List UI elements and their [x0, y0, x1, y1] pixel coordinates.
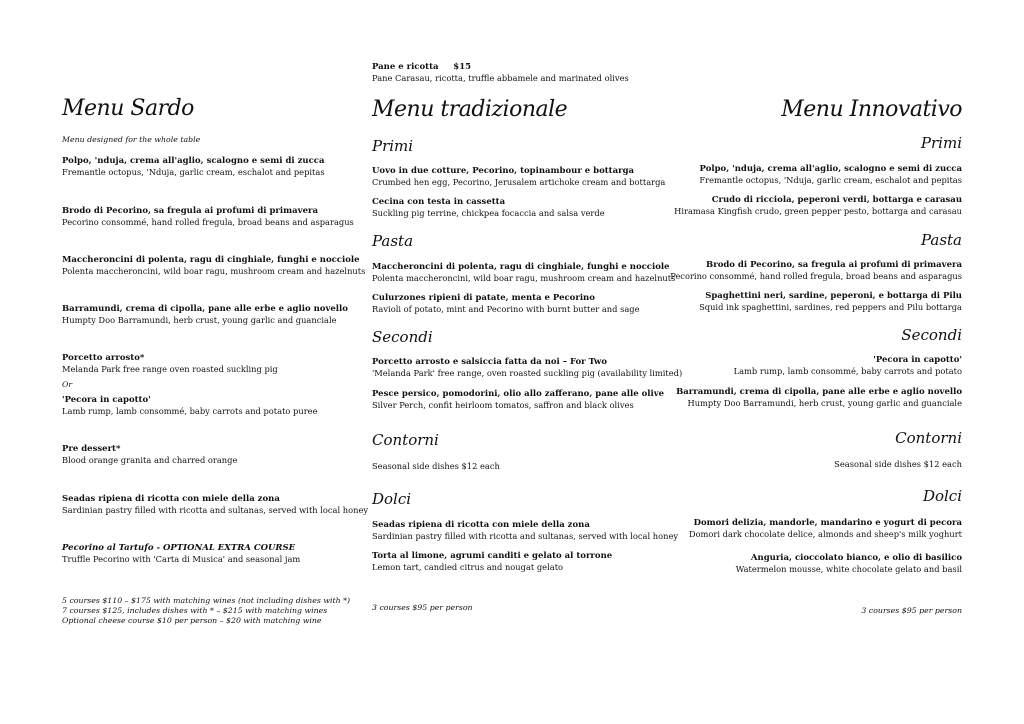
dish-name: Pesce persico, pomodorini, olio allo zafferano, pane alle olive — [372, 389, 665, 399]
section-pasta: Pasta — [920, 231, 962, 249]
menu-item — [699, 164, 962, 186]
dish-name: Anguria, cioccolato bianco, e olio di basilico — [750, 553, 962, 563]
dish-description: Domori dark chocolate delice, almonds and sheep's milk yoghurt — [688, 529, 962, 539]
menu-item — [699, 291, 962, 313]
dish-description: Lamb rump, lamb consommé, baby carrots and potato — [733, 366, 962, 376]
menu-item — [736, 553, 962, 575]
dish-name: Brodo di Pecorino, sa fregula ai profumi di primavera — [706, 260, 962, 270]
menu-item — [372, 197, 605, 219]
section-dolci: Dolci — [922, 487, 962, 505]
contorni-text: Seasonal side dishes $12 each — [834, 459, 962, 469]
price-note: 3 courses $95 per person — [861, 606, 962, 615]
menu-item — [372, 293, 640, 315]
section-contorni: Contorni — [895, 429, 962, 447]
dish-description: Polenta maccheroncini, wild boar ragu, mushroom cream and hazelnuts — [372, 273, 676, 283]
section-dolci: Dolci — [372, 490, 412, 508]
footnote: 5 courses $110 – $175 with matching wines (not including dishes with *) — [62, 596, 351, 605]
menu-item — [734, 355, 962, 377]
menu-item — [62, 494, 368, 516]
price-note: 3 courses $95 per person — [372, 603, 473, 612]
dish-description: Pane Carasau, ricotta, truffle abbamele and marinated olives — [372, 73, 629, 83]
section-primi: Primi — [920, 134, 962, 152]
dish-name: Domori delizia, mandorle, mandarino e yogurt di pecora — [693, 518, 962, 528]
menu-item — [372, 520, 678, 542]
dish-description: Squid ink spaghettini, sardines, red peppers and Pilu bottarga — [699, 302, 962, 312]
dish-name: Barramundi, crema di cipolla, pane alle erbe e aglio novello — [676, 387, 962, 397]
menu-item — [372, 389, 664, 411]
contorni-text: Seasonal side dishes $12 each — [372, 461, 500, 471]
dish-description: Lamb rump, lamb consommé, baby carrots and potato puree — [62, 406, 318, 416]
menu-sardo-title: Menu Sardo — [62, 96, 194, 121]
menu-item — [62, 156, 325, 178]
menu-item — [676, 387, 962, 409]
dish-description: Sardinian pastry filled with ricotta and sultanas, served with local honey — [62, 505, 369, 515]
dish-name: Maccheroncini di polenta, ragu di cinghiale, funghi e nocciole — [372, 262, 670, 272]
dish-description: Pecorino consommé, hand rolled fregula, broad beans and asparagus — [670, 271, 962, 281]
dish-description: Silver Perch, confit heirloom tomatos, saffron and black olives — [372, 400, 634, 410]
dish-name: Pecorino al Tartufo - OPTIONAL EXTRA COURSE — [62, 543, 296, 553]
dish-description: Watermelon mousse, white chocolate gelato and basil — [735, 564, 962, 574]
dish-name: Crudo di ricciola, peperoni verdi, bottarga e carasau — [711, 195, 962, 205]
menu-item — [62, 255, 365, 277]
bread-item — [372, 62, 629, 84]
dish-description: Lemon tart, candied citrus and nougat gelato — [372, 562, 564, 572]
menu-item — [372, 357, 682, 379]
dish-name: 'Pecora in capotto' — [873, 355, 962, 365]
menu-tradizionale-title: Menu tradizionale — [372, 97, 568, 122]
dish-name: Seadas ripiena di ricotta con miele della zona — [62, 494, 280, 504]
dish-description: Pecorino consommé, hand rolled fregula, broad beans and asparagus — [62, 217, 354, 227]
dish-name: Pane e ricotta $15 — [372, 62, 472, 72]
dish-description: Blood orange granita and charred orange — [62, 455, 238, 465]
menu-item — [674, 195, 962, 217]
dish-name: Culurzones ripieni di patate, menta e Pecorino — [372, 293, 595, 303]
dish-name: Porcetto arrosto* — [62, 353, 145, 363]
menu-item — [62, 304, 348, 326]
dish-description: Sardinian pastry filled with ricotta and sultanas, served with local honey — [372, 531, 679, 541]
dish-name: Brodo di Pecorino, sa fregula ai profumi di primavera — [62, 206, 318, 216]
dish-description: Polenta maccheroncini, wild boar ragu, mushroom cream and hazelnuts — [62, 266, 366, 276]
menu-item — [689, 518, 962, 540]
dish-name: Uovo in due cotture, Pecorino, topinambour e bottarga — [372, 166, 635, 176]
dish-name: 'Pecora in capotto' — [62, 395, 151, 405]
dish-description: Truffle Pecorino with 'Carta di Musica' and seasonal jam — [62, 554, 301, 564]
section-pasta: Pasta — [372, 232, 414, 250]
menu-item — [62, 206, 354, 228]
menu-sardo-subtitle: Menu designed for the whole table — [62, 135, 201, 144]
menu-item — [62, 395, 318, 417]
dish-description: Hiramasa Kingfish crudo, green pepper pesto, bottarga and carasau — [674, 206, 962, 216]
or-separator: Or — [62, 380, 73, 389]
dish-name: Cecina con testa in cassetta — [372, 197, 506, 207]
dish-name: Maccheroncini di polenta, ragu di cinghiale, funghi e nocciole — [62, 255, 360, 265]
footnote: Optional cheese course $10 per person – $20 with matching wine — [62, 616, 322, 625]
dish-name: Seadas ripiena di ricotta con miele della zona — [372, 520, 590, 530]
dish-description: Fremantle octopus, 'Nduja, garlic cream, eschalot and pepitas — [62, 167, 325, 177]
dish-description: Fremantle octopus, 'Nduja, garlic cream, eschalot and pepitas — [699, 175, 962, 185]
menu-innovativo-title: Menu Innovativo — [781, 97, 962, 122]
menu-item — [670, 260, 962, 282]
dish-name: Porcetto arrosto e salsiccia fatta da noi – For Two — [372, 357, 607, 367]
dish-description: Humpty Doo Barramundi, herb crust, young garlic and guanciale — [687, 398, 962, 408]
section-contorni: Contorni — [372, 431, 439, 449]
menu-item — [62, 353, 278, 375]
menu-item — [372, 551, 612, 573]
dish-description: Suckling pig terrine, chickpea focaccia and salsa verde — [372, 208, 605, 218]
dish-description: Crumbed hen egg, Pecorino, Jerusalem artichoke cream and bottarga — [372, 177, 666, 187]
dish-name: Spaghettini neri, sardine, peperoni, e bottarga di Pilu — [705, 291, 962, 301]
dish-description: Melanda Park free range oven roasted suckling pig — [62, 364, 278, 374]
dish-name: Pre dessert* — [62, 444, 121, 454]
menu-item — [372, 262, 675, 284]
menu-item — [372, 166, 665, 188]
pricing-footnotes — [62, 596, 350, 626]
menu-item — [62, 444, 237, 466]
menu-item-optional — [62, 543, 300, 565]
section-secondi: Secondi — [372, 328, 433, 346]
dish-name: Torta al limone, agrumi canditi e gelato al torrone — [372, 551, 613, 561]
dish-description: Humpty Doo Barramundi, herb crust, young garlic and guanciale — [62, 315, 337, 325]
dish-name: Barramundi, crema di cipolla, pane alle erbe e aglio novello — [62, 304, 348, 314]
footnote: 7 courses $125, includes dishes with * – $215 with matching wines — [62, 606, 328, 615]
dish-description: Ravioli of potato, mint and Pecorino with burnt butter and sage — [372, 304, 640, 314]
section-primi: Primi — [372, 137, 414, 155]
dish-name: Polpo, 'nduja, crema all'aglio, scalogno e semi di zucca — [699, 164, 962, 174]
dish-description: 'Melanda Park' free range, oven roasted suckling pig (availability limited) — [372, 368, 683, 378]
dish-name: Polpo, 'nduja, crema all'aglio, scalogno e semi di zucca — [62, 156, 325, 166]
section-secondi: Secondi — [901, 326, 962, 344]
